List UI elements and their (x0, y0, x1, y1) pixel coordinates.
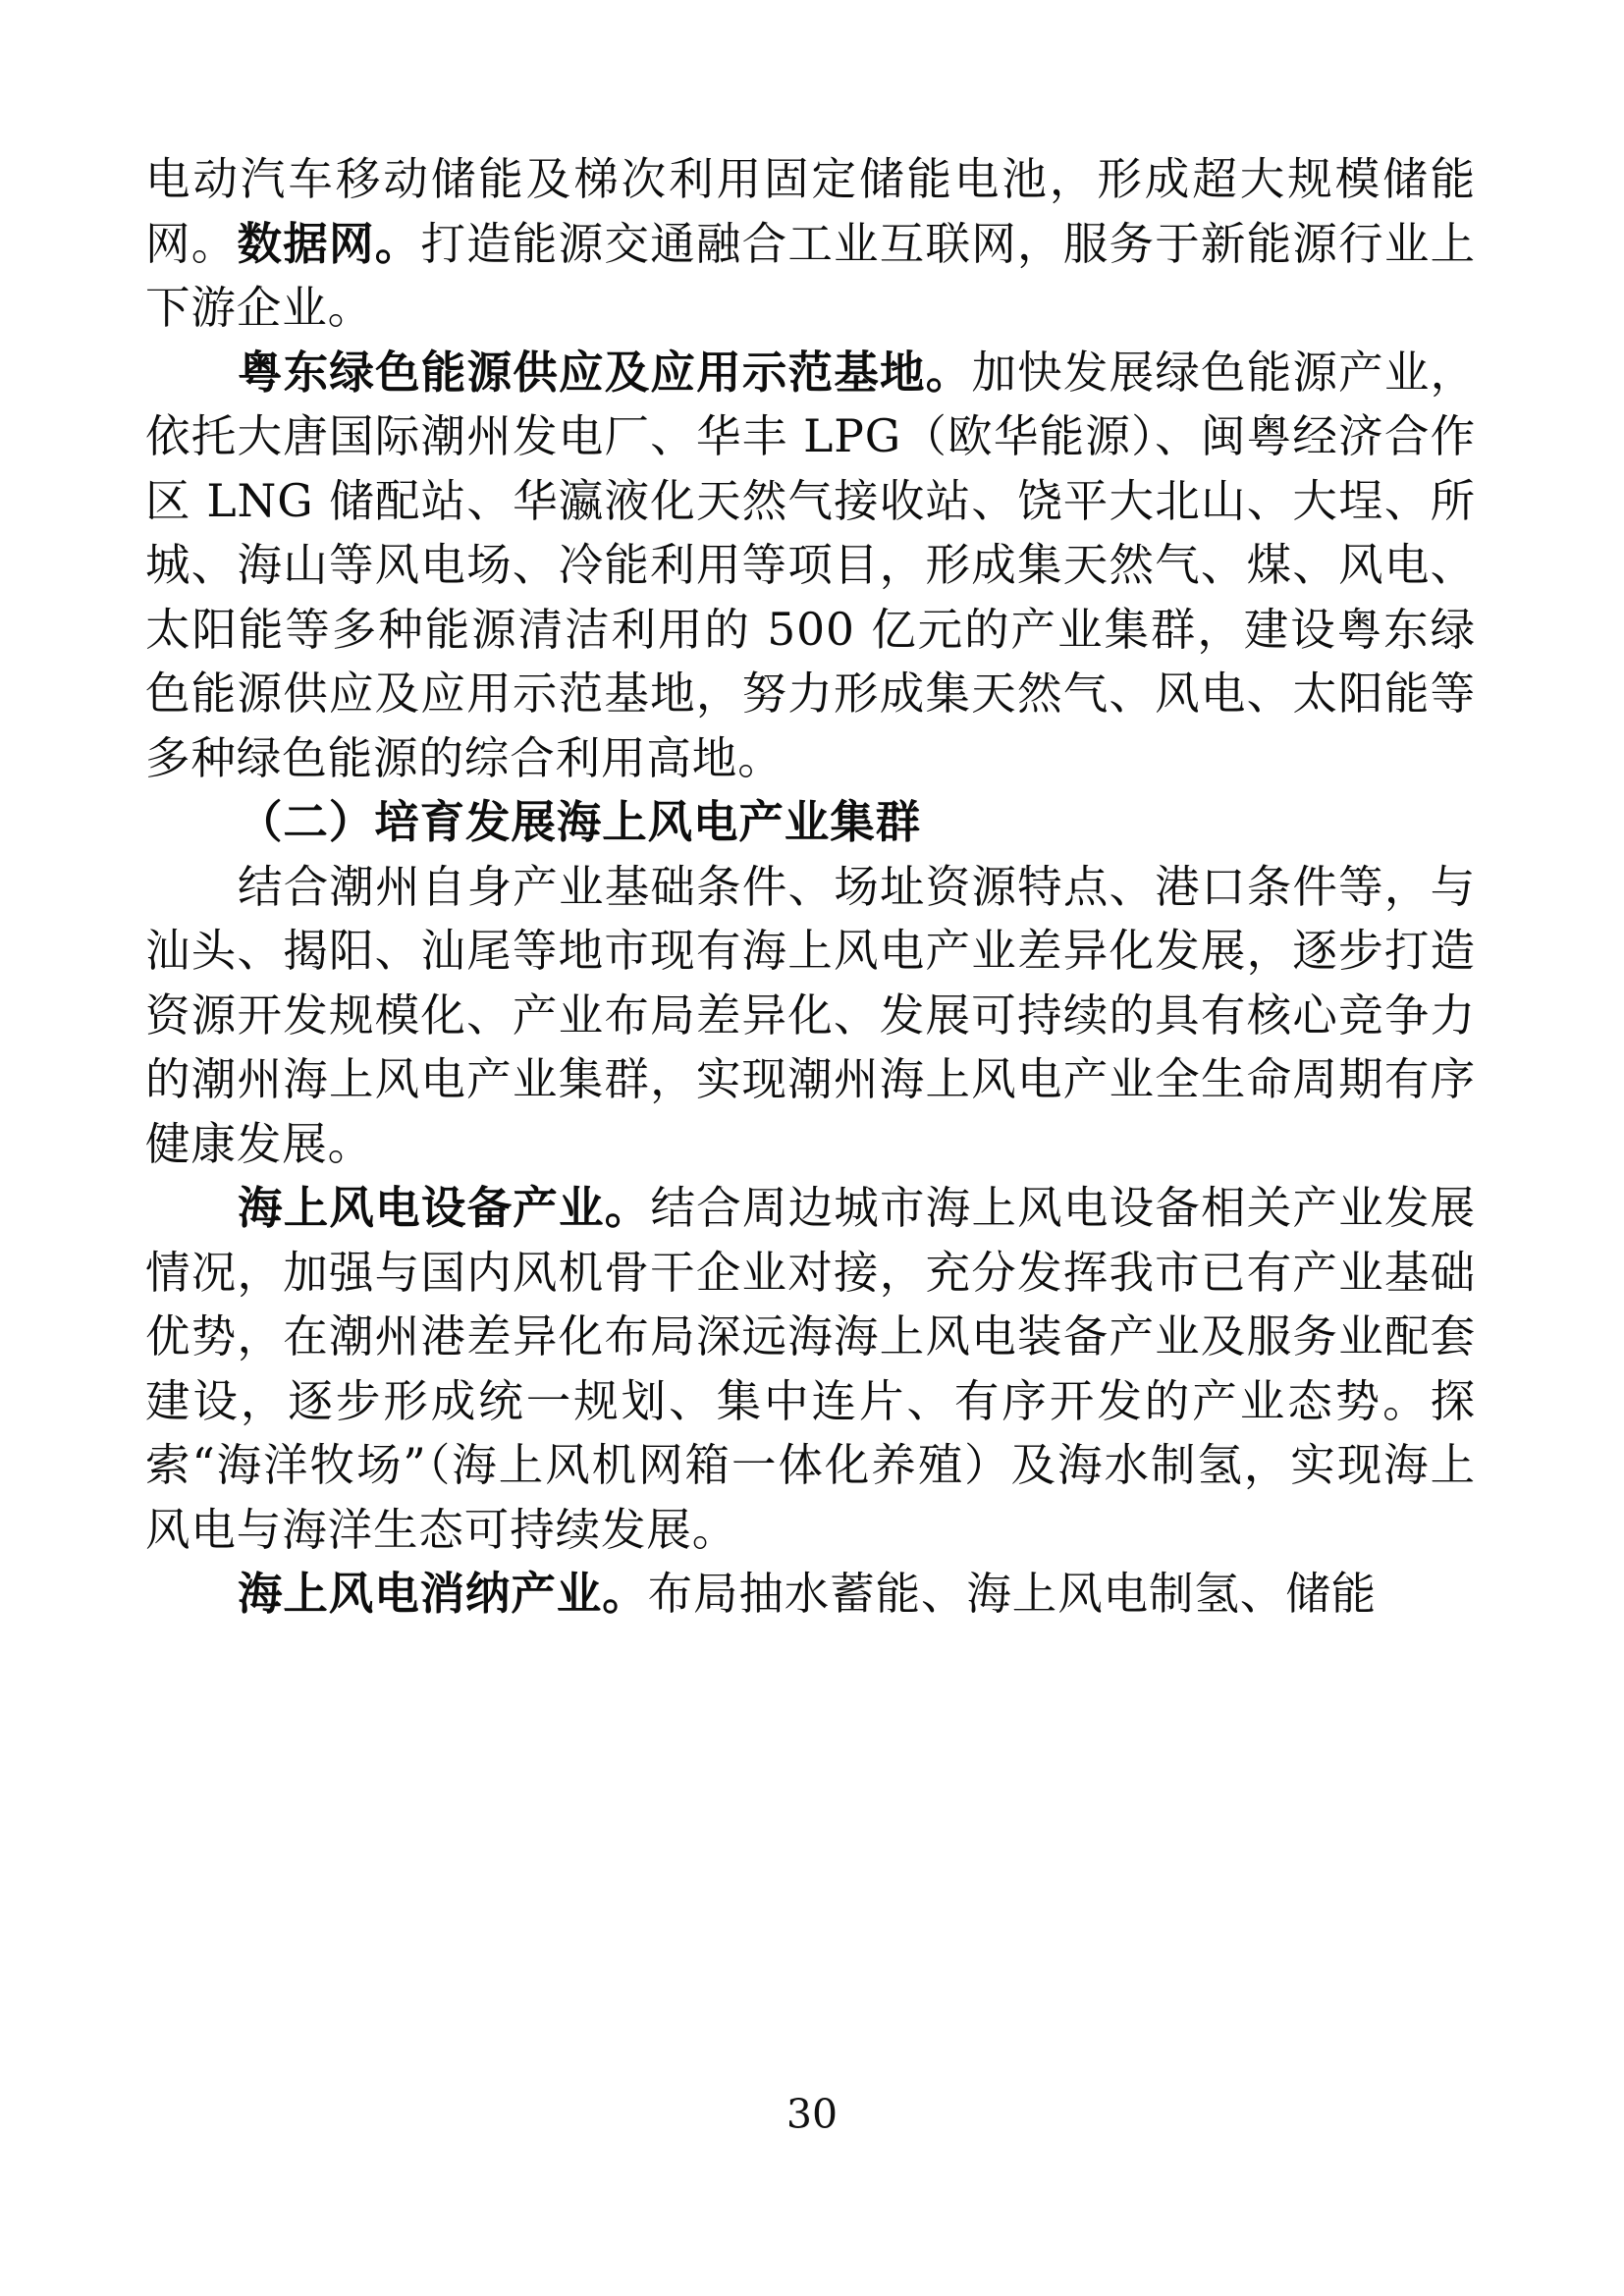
paragraph-text: 电动汽车移动储能及梯次利用固定储能电池，形成超大规模储能网。 (145, 153, 1476, 270)
runin-bold-lead: 海上风电消纳产业。 (238, 1567, 648, 1620)
page-text-column (145, 147, 1476, 1627)
paragraph-text: 结合周边城市海上风电设备相关产业发展情况，加强与国内风机骨干企业对接，充分发挥我市已有产业基础优势，在潮州港差异化布局深远海海上风电装备产业及服务业配套建设，逐步形成统一规划、集中连片、有序开发的产业态势。探索“海洋牧场”（海上风机网箱一体化养殖）及海水制氢，实现海上风电与海洋生态可持续发展。 (145, 1182, 1476, 1556)
runin-bold-lead: 数据网。 (237, 216, 421, 270)
paragraph-continuation (145, 147, 1476, 341)
section-heading-two: （二）培育发展海上风电产业集群 (238, 795, 922, 848)
paragraph-cluster-development (145, 855, 1476, 1177)
paragraph-text: 打造能源交通融合工业互联网，服务于新能源行业上下游企业。 (145, 217, 1477, 334)
paragraph-green-energy-base (145, 341, 1476, 791)
runin-bold-lead: 粤东绿色能源供应及应用示范基地。 (238, 345, 972, 399)
paragraph-text: 结合潮州自身产业基础条件、场址资源特点、港口条件等，与汕头、揭阳、汕尾等地市现有海上风电产业差异化发展，逐步打造资源开发规模化、产业布局差异化、发展可持续的具有核心竞争力的潮州海上风电产业集群，实现潮州海上风电产业全生命周期有序健康发展。 (145, 860, 1476, 1170)
paragraph-text: 加快发展绿色能源产业，依托大唐国际潮州发电厂、华丰 LPG（欧华能源）、闽粤经济合作区 LNG 储配站、华瀛液化天然气接收站、饶平大北山、大埕、所城、海山等风电场、冷能利用等项目，形成集天然气、煤、风电、太阳能等多种能源清洁利用的 500 亿元的产业集群，建设粤东绿色能源供应及应用示范基地，努力形成集天然气、风电、太阳能等多种绿色能源的综合利用高地。 (145, 346, 1477, 784)
paragraph-offshore-equipment-industry (145, 1176, 1476, 1562)
page-number: 30 (785, 2091, 839, 2138)
runin-bold-lead: 海上风电设备产业。 (238, 1181, 651, 1234)
paragraph-offshore-consumption-industry (145, 1562, 1476, 1627)
paragraph-text: 布局抽水蓄能、海上风电制氢、储能 (647, 1568, 1378, 1620)
